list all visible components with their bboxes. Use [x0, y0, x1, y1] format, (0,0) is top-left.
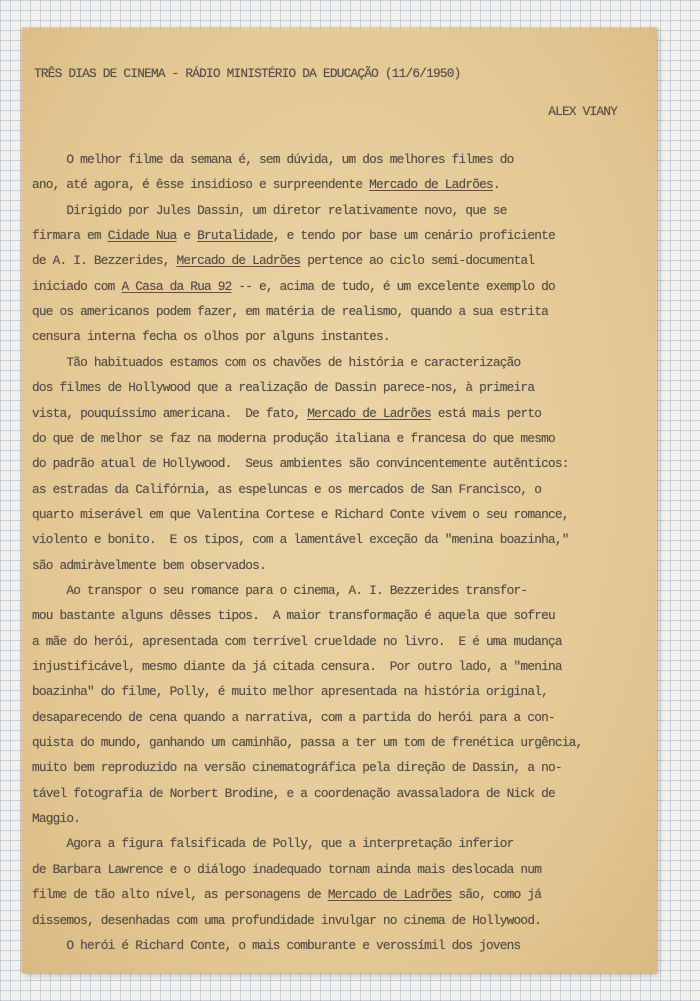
film-title: Mercado de Ladrões [176, 253, 301, 269]
text-line: filme de tão alto nível, as personagens de Mercado de Ladrões são, como já [32, 887, 542, 903]
author-name: ALEX VIANY [548, 104, 617, 119]
text-line: mou bastante alguns dêsses tipos. A maior transformação é aquela que sofreu [32, 608, 555, 624]
text-line: quarto miserável em que Valentina Cortese e Richard Conte vivem o seu romance, [32, 506, 569, 522]
film-title: Brutalidade [197, 228, 273, 244]
text-line: são admiràvelmente bem observados. [32, 557, 266, 573]
text-line: do que de melhor se faz na moderna produção italiana e francesa do que mesmo [32, 430, 555, 446]
text-line: Tão habituados estamos com os chavões de história e caracterização [32, 354, 521, 370]
document-header: TRÊS DIAS DE CINEMA - RÁDIO MINISTÉRIO DA EDUCAÇÃO (11/6/1950) [34, 66, 461, 81]
text-line: Agora a figura falsificada de Polly, que a interpretação inferior [32, 836, 514, 852]
text-line: firmara em Cidade Nua e Brutalidade, e tendo por base um cenário proficiente [32, 228, 555, 244]
text-line: do padrão atual de Hollywood. Seus ambientes são convincentemente autênticos: [32, 456, 569, 472]
film-title: Mercado de Ladrões [307, 405, 432, 421]
film-title: Mercado de Ladrões [369, 177, 493, 193]
text-line: tável fotografia de Norbert Brodine, e a coordenação avassaladora de Nick de [32, 785, 555, 801]
film-title: A Casa da Rua 92 [121, 278, 232, 294]
text-line: Dirigido por Jules Dassin, um diretor relativamente novo, que se [32, 202, 507, 218]
text-line: dissemos, desenhadas com uma profundidade invulgar no cinema de Hollywood. [32, 912, 542, 928]
text-line: a mãe do herói, apresentada com terrível crueldade no livro. E é uma mudança [32, 633, 562, 649]
text-line: de A. I. Bezzerides, Mercado de Ladrões pertence ao ciclo semi-documental [32, 253, 535, 269]
text-line: as estradas da Califórnia, as espeluncas e os mercados de San Francisco, o [32, 481, 542, 497]
text-line: Ao transpor o seu romance para o cinema, A. I. Bezzerides transfor- [32, 582, 528, 598]
text-line: quista do mundo, ganhando um caminhão, passa a ter um tom de frenética urgência, [32, 735, 583, 751]
text-line: dos filmes de Hollywood que a realização de Dassin parece-nos, à primeira [32, 380, 535, 396]
text-line: ano, até agora, é êsse insidioso e surpreendente Mercado de Ladrões. [32, 177, 500, 193]
text-line: O herói é Richard Conte, o mais comburante e verossímil dos jovens [32, 937, 521, 953]
text-line: injustificável, mesmo diante da já citada censura. Por outro lado, a "menina [32, 659, 562, 674]
text-line: iniciado com A Casa da Rua 92 -- e, acima de tudo, é um excelente exemplo do [32, 278, 555, 294]
text-line: desaparecendo de cena quando a narrativa, com a partida do herói para a con- [32, 709, 555, 725]
film-title: Cidade Nua [107, 228, 177, 244]
text-line: de Barbara Lawrence e o diálogo inadequado tornam ainda mais deslocada num [32, 861, 542, 877]
typewritten-page [22, 28, 657, 973]
text-line: boazinha" do filme, Polly, é muito melhor apresentada na história original, [32, 684, 548, 700]
text-line: muito bem reproduzido na versão cinematográfica pela direção de Dassin, a no- [32, 760, 562, 776]
text-line: vista, pouquíssimo americana. De fato, Mercado de Ladrões está mais perto [32, 405, 542, 421]
text-line: censura interna fecha os olhos por alguns instantes. [32, 329, 390, 345]
text-line: O melhor filme da semana é, sem dúvida, um dos melhores filmes do [32, 152, 514, 167]
text-line: Maggio. [32, 811, 81, 827]
text-line: que os americanos podem fazer, em matéria de realismo, quando a sua estrita [32, 304, 548, 320]
text-line: violento e bonito. E os tipos, com a lamentável exceção da "menina boazinha," [32, 532, 569, 548]
film-title: Mercado de Ladrões [327, 887, 452, 903]
